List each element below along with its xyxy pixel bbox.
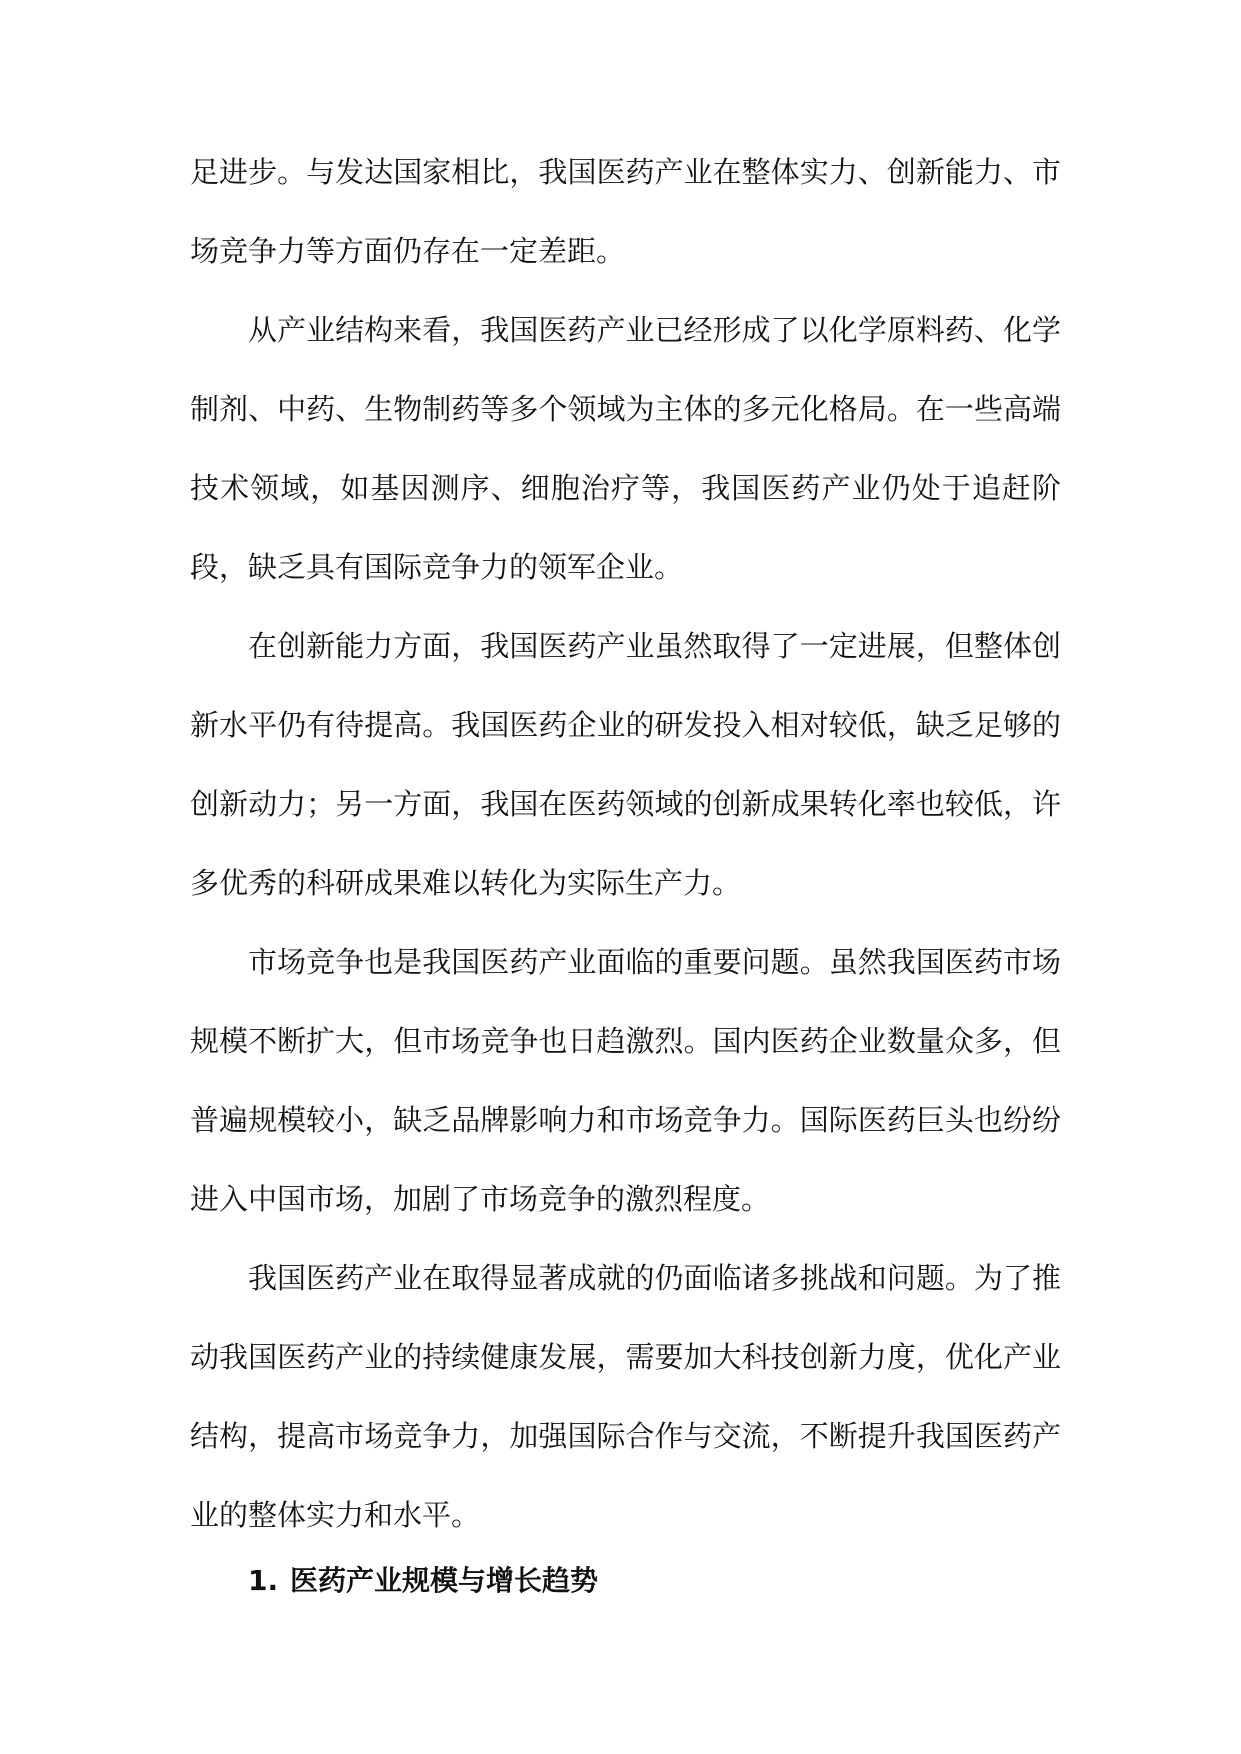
section-title: 医药产业规模与增长趋势 bbox=[290, 1564, 599, 1597]
paragraph-continuation: 足进步。与发达国家相比，我国医药产业在整体实力、创新能力、市场竞争力等方面仍存在一定差距。 bbox=[190, 155, 1061, 268]
paragraph-industry-structure: 从产业结构来看，我国医药产业已经形成了以化学原料药、化学制剂、中药、生物制药等多个领域为主体的多元化格局。在一些高端技术领域，如基因测序、细胞治疗等，我国医药产业仍处于追赶阶段，缺乏具有国际竞争力的领军企业。 bbox=[190, 313, 1061, 584]
section-heading bbox=[248, 1557, 598, 1605]
paragraph-summary: 我国医药产业在取得显著成就的仍面临诸多挑战和问题。为了推动我国医药产业的持续健康发展，需要加大科技创新力度，优化产业结构，提高市场竞争力，加强国际合作与交流，不断提升我国医药产业的整体实力和水平。 bbox=[190, 1261, 1061, 1532]
section-number: 1. bbox=[248, 1564, 279, 1597]
paragraph-innovation-capacity: 在创新能力方面，我国医药产业虽然取得了一定进展，但整体创新水平仍有待提高。我国医药企业的研发投入相对较低，缺乏足够的创新动力；另一方面，我国在医药领域的创新成果转化率也较低，许多优秀的科研成果难以转化为实际生产力。 bbox=[190, 629, 1061, 900]
paragraph-market-competition: 市场竞争也是我国医药产业面临的重要问题。虽然我国医药市场规模不断扩大，但市场竞争也日趋激烈。国内医药企业数量众多，但普遍规模较小，缺乏品牌影响力和市场竞争力。国际医药巨头也纷纷进入中国市场，加剧了市场竞争的激烈程度。 bbox=[190, 945, 1061, 1216]
